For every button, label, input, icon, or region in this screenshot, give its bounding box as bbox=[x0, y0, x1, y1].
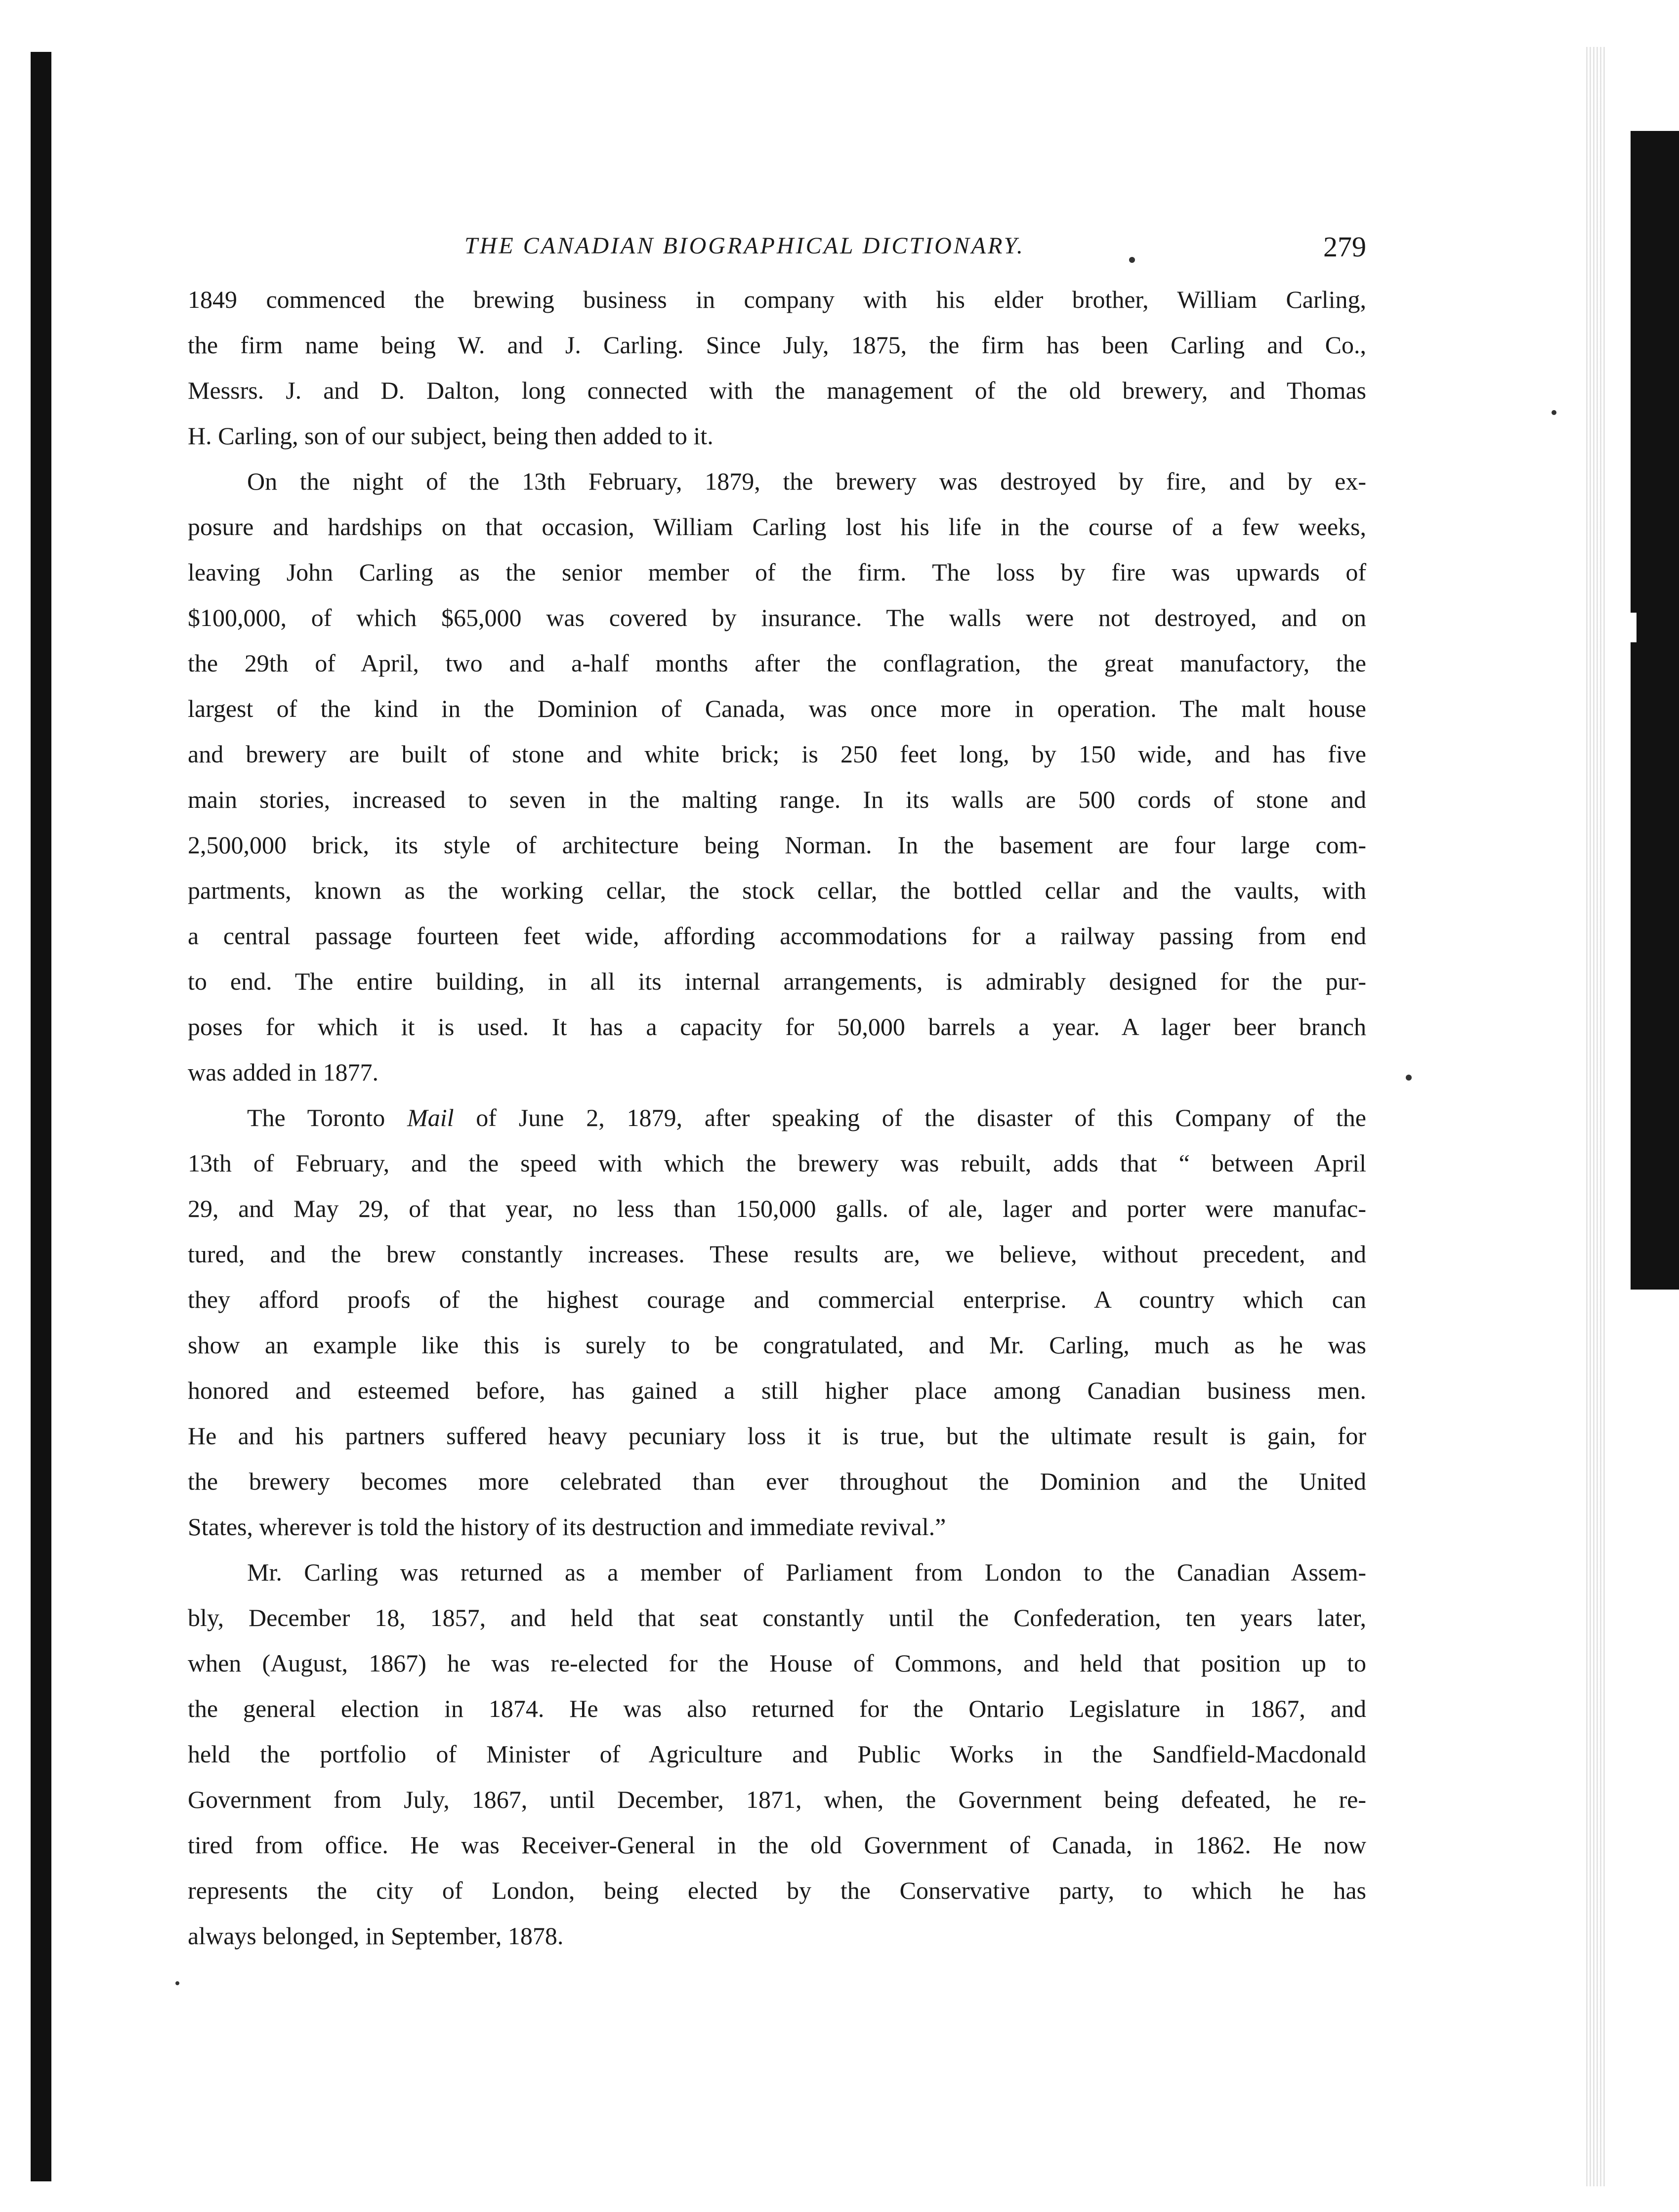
text-line: 1849 commenced the brewing business in company with his elder brother, William Carling, bbox=[188, 286, 1366, 313]
text-line: 29, and May 29, of that year, no less than 150,000 galls. of ale, lager and porter were manufac- bbox=[188, 1195, 1366, 1222]
text-line: always belonged, in September, 1878. bbox=[188, 1922, 564, 1950]
page-header bbox=[188, 232, 1366, 272]
paragraph bbox=[188, 1549, 1366, 1959]
running-title: THE CANADIAN BIOGRAPHICAL DICTIONARY. bbox=[464, 233, 1025, 259]
text-line: 13th of February, and the speed with which the brewery was rebuilt, adds that “ between April bbox=[188, 1149, 1366, 1177]
text-line: largest of the kind in the Dominion of Canada, was once more in operation. The malt house bbox=[188, 695, 1366, 722]
text-line: held the portfolio of Minister of Agriculture and Public Works in the Sandfield-Macdonald bbox=[188, 1740, 1366, 1768]
page-number: 279 bbox=[1323, 231, 1366, 263]
paragraph bbox=[188, 459, 1366, 1095]
paragraph bbox=[188, 277, 1366, 459]
text-line: partments, known as the working cellar, the stock cellar, the bottled cellar and the vaults, with bbox=[188, 876, 1366, 904]
text-line: show an example like this is surely to be congratulated, and Mr. Carling, much as he was bbox=[188, 1331, 1366, 1359]
text-line: 2,500,000 brick, its style of architecture being Norman. In the basement are four large com- bbox=[188, 831, 1366, 859]
scan-edge-bar-right bbox=[1586, 47, 1606, 2186]
text-line: H. Carling, son of our subject, being then added to it. bbox=[188, 422, 714, 450]
scan-speck bbox=[1406, 1075, 1412, 1081]
text-line: leaving John Carling as the senior member of the firm. The loss by fire was upwards of bbox=[188, 558, 1366, 586]
text-line: States, wherever is told the history of its destruction and immediate revival.” bbox=[188, 1513, 946, 1541]
text-line: the firm name being W. and J. Carling. Since July, 1875, the firm has been Carling and Co., bbox=[188, 331, 1366, 359]
newspaper-name: Mail bbox=[407, 1104, 454, 1131]
text-line: main stories, increased to seven in the malting range. In its walls are 500 cords of stone and bbox=[188, 786, 1366, 813]
scan-edge-notch bbox=[1627, 613, 1637, 642]
text-line: the brewery becomes more celebrated than ever throughout the Dominion and the United bbox=[188, 1467, 1366, 1495]
text-line: the general election in 1874. He was also returned for the Ontario Legislature in 1867, and bbox=[188, 1695, 1366, 1722]
scan-edge-bar-left bbox=[31, 52, 51, 2181]
text-line: Messrs. J. and D. Dalton, long connected with the management of the old brewery, and Thomas bbox=[188, 376, 1366, 404]
text-line: He and his partners suffered heavy pecuniary loss it is true, but the ultimate result is gain, for bbox=[188, 1422, 1366, 1450]
text-line: they afford proofs of the highest courage and commercial enterprise. A country which can bbox=[188, 1286, 1366, 1313]
text-line: tured, and the brew constantly increases. These results are, we believe, without precedent, and bbox=[188, 1240, 1366, 1268]
text-line: bly, December 18, 1857, and held that seat constantly until the Confederation, ten years later, bbox=[188, 1604, 1366, 1631]
text-line: represents the city of London, being elected by the Conservative party, to which he has bbox=[188, 1877, 1366, 1904]
text-line: $100,000, of which $65,000 was covered by insurance. The walls were not destroyed, and on bbox=[188, 604, 1366, 631]
text-line: to end. The entire building, in all its internal arrangements, is admirably designed for the pur- bbox=[188, 967, 1366, 995]
scan-edge-block-right-lower bbox=[1631, 1141, 1679, 1290]
text-line: poses for which it is used. It has a capacity for 50,000 barrels a year. A lager beer branch bbox=[188, 1013, 1366, 1041]
text-line: when (August, 1867) he was re-elected for the House of Commons, and held that position up to bbox=[188, 1649, 1366, 1677]
text-line: a central passage fourteen feet wide, affording accommodations for a railway passing from end bbox=[188, 922, 1366, 950]
text-line: The Toronto Mail of June 2, 1879, after speaking of the disaster of this Company of the bbox=[247, 1104, 1366, 1131]
text-line: Government from July, 1867, until December, 1871, when, the Government being defeated, he re- bbox=[188, 1786, 1366, 1813]
page-body bbox=[188, 277, 1366, 1959]
text-line: was added in 1877. bbox=[188, 1058, 379, 1086]
text-line: honored and esteemed before, has gained a still higher place among Canadian business men. bbox=[188, 1377, 1366, 1404]
text-line: On the night of the 13th February, 1879, the brewery was destroyed by fire, and by ex- bbox=[247, 467, 1366, 495]
scan-speck bbox=[1552, 410, 1556, 415]
text-line: Mr. Carling was returned as a member of Parliament from London to the Canadian Assem- bbox=[247, 1558, 1366, 1586]
text-line: and brewery are built of stone and white brick; is 250 feet long, by 150 wide, and has five bbox=[188, 740, 1366, 768]
text-line: the 29th of April, two and a-half months after the conflagration, the great manufactory, the bbox=[188, 649, 1366, 677]
scan-edge-block-right bbox=[1631, 131, 1679, 1201]
text-line: tired from office. He was Receiver-General in the old Government of Canada, in 1862. He now bbox=[188, 1831, 1366, 1859]
text-line: posure and hardships on that occasion, William Carling lost his life in the course of a few weeks, bbox=[188, 513, 1366, 541]
scan-speck bbox=[175, 1981, 179, 1985]
paragraph bbox=[188, 1095, 1366, 1549]
